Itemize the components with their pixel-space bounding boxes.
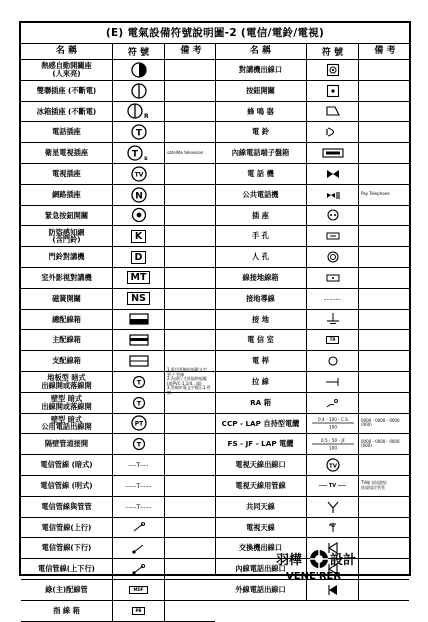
symbol-note [165,206,215,226]
right-column [215,44,409,601]
terminal-board-icon [307,143,359,163]
line-t-dashed-icon: ----T---- [113,476,165,496]
symbol-note [165,60,215,80]
left-row [21,247,215,268]
symbol-note [359,289,409,309]
right-row [215,143,409,164]
symbol-note [359,102,409,122]
left-row [21,102,215,123]
symbol-note [359,372,409,392]
symbol-note [165,310,215,330]
left-row [21,601,215,622]
symbol-name: 電 信 室 [215,330,307,350]
symbol-name: 電視天線用管線 [215,476,307,496]
symbol-name: 防盜感知網 (含門鈴) [21,226,113,246]
box-k-icon: K [113,226,165,246]
symbol-name: 公共電話機 [215,185,307,205]
svg-text:R: R [143,113,149,121]
left-row [21,434,215,455]
symbol-name: RA 箱 [215,393,307,413]
symbol-name: 電 鈴 [215,122,307,142]
buzzer-icon [307,102,359,122]
left-row [21,455,215,476]
header-note: 備 考 [180,46,202,57]
bell-icon [307,122,359,142]
right-row [215,247,409,268]
symbol-name: 插 座 [215,206,307,226]
symbol-note [359,351,409,371]
manhole-icon [307,247,359,267]
circle-tv-line-icon [307,455,359,475]
symbol-note [165,393,215,413]
right-row [215,122,409,143]
cable-label-icon [307,434,359,454]
symbol-name: 按鈕開關 [215,81,307,101]
symbol-note [165,102,215,122]
left-row [21,310,215,331]
box-line-icon [113,351,165,371]
circle-dot-icon [113,206,165,226]
logo-text-left: 羽樺 [276,553,303,568]
right-row [215,206,409,227]
right-row [215,414,409,435]
symbol-note [359,518,409,538]
left-row [21,185,215,206]
header-name: 名 稱 [215,44,307,59]
left-row [21,476,215,497]
symbol-note [165,414,215,434]
symbol-note [165,268,215,288]
symbol-note [359,164,409,184]
right-row [215,434,409,455]
symbol-name: 交換機出線口 [215,538,307,558]
symbol-note: 1.電信管線依規範文字 管子 管線 2.內部尺寸依規格規範 (如PVC-1,1/4...規) 3.管線於電文字標示1-管 開 [167,367,211,396]
left-column [21,44,216,615]
right-row [215,351,409,372]
right-row [215,580,409,601]
symbol-name: 電信管線(上行) [21,518,113,538]
symbol-note [165,185,215,205]
right-row [215,185,409,206]
symbol-note [359,143,409,163]
symbol-note: Pay Telephone [361,191,390,197]
symbol-note [359,81,409,101]
symbol-note [165,559,215,579]
symbol-name: 綠(主)配線管 [21,580,113,600]
symbol-note [165,434,215,454]
symbol-name: 電信管線(下行) [21,538,113,558]
symbol-note [165,247,215,267]
right-row [215,81,409,102]
ra-box-icon [307,393,359,413]
symbol-name: 隔壁管道接開 [21,434,113,454]
symbol-name: 主配線箱 [21,330,113,350]
symbol-note [165,518,215,538]
right-header-row [215,44,409,60]
symbol-note [359,226,409,246]
box-filled-bottom-icon [113,310,165,330]
conduit-up-icon [113,518,165,538]
cable-label-icon [307,414,359,434]
box-half-filled-icon [113,330,165,350]
left-row [21,60,215,81]
line-t-dotted-icon: ----T---- [113,497,165,517]
left-row [21,164,215,185]
symbol-name: 線接地線箱 [215,268,307,288]
symbol-name: 電視天線 [215,518,307,538]
circle-n-icon [113,185,165,205]
symbol-note [359,247,409,267]
symbol-note [165,601,215,621]
public-phone-icon [307,185,359,205]
svg-text:N: N [134,191,143,202]
svg-text:s: s [143,155,148,163]
symbol-name: 人 孔 [215,247,307,267]
left-row [21,143,215,164]
symbol-note [165,497,215,517]
handhole-icon [307,226,359,246]
right-row [215,455,409,476]
right-row [215,372,409,393]
company-logo [272,549,368,583]
symbol-name: 緊急按鈕開關 [21,206,113,226]
symbol-name: 電信管線 (明式) [21,476,113,496]
right-row [215,497,409,518]
symbol-name: 支配線箱 [21,351,113,371]
left-row [21,518,215,539]
left-row [21,414,215,435]
symbol-name: 電話插座 [21,122,113,142]
left-row [21,289,215,310]
left-row [21,206,215,227]
symbol-name: 壁型 暗式 出線開或落線開 [21,393,113,413]
symbol-name: 衛星電視插座 [21,143,113,163]
symbol-note [359,330,409,350]
conduit-updown-icon [113,559,165,579]
square-circle-dot-icon [307,60,359,80]
circle-half-filled-icon [113,60,165,80]
right-row [215,60,409,81]
svg-text:100: 100 [328,445,337,451]
symbol-note [359,310,409,330]
right-row [215,476,409,497]
telephone-bowtie-icon [307,164,359,184]
symbol-name: 電信管線與管管 [21,497,113,517]
symbol-name: 電視天線出線口 [215,455,307,475]
symbol-note [165,580,215,600]
circle-t-small-icon [113,393,165,413]
left-row [21,580,215,601]
right-row [215,393,409,414]
circle-t-small-icon [113,372,165,392]
symbol-name: 指 線 箱 [21,601,113,621]
left-header-row [21,44,215,60]
logo-text-right: 設計 [330,553,357,568]
circle-t-ring-icon [113,434,165,454]
symbol-note [165,455,215,475]
svg-text:TV: TV [328,463,337,470]
symbol-note [359,122,409,142]
small-box-mdf-icon: MDF [113,580,165,600]
svg-text:TV: TV [134,171,143,179]
box-mt-icon: MT [113,268,165,288]
left-row [21,393,215,414]
left-row [21,497,215,518]
symbol-name: 電信管線(上下行) [21,559,113,579]
symbol-note [165,81,215,101]
symbol-note [165,164,215,184]
conduit-down-icon [113,538,165,558]
symbol-name: 內線電話端子盤箱 [215,143,307,163]
circle-tv-icon [113,164,165,184]
ground-icon [307,310,359,330]
symbol-name: 對講機出線口 [215,60,307,80]
tv-antenna-icon [307,518,359,538]
right-row [215,268,409,289]
tr-box-icon: TR [307,330,359,350]
symbol-name: 磁簧開關 [21,289,113,309]
symbol-name: 內線電話出線口 [215,559,307,579]
symbol-name: 電信管線 (暗式) [21,455,113,475]
circle-vertical-line-icon [113,81,165,101]
header-symbol: 符 號 [113,44,165,59]
symbol-name: 手 孔 [215,226,307,246]
symbol-name: 蜂 鳴 器 [215,102,307,122]
symbol-note [359,268,409,288]
svg-text:100: 100 [328,424,337,430]
left-row [21,559,215,580]
right-row [215,289,409,310]
left-row [21,330,215,351]
symbol-note: 0000 - 0000 - 0000 (000) [361,417,400,428]
symbol-name: 壁型 暗式 公用電話出線開 [21,414,113,434]
header-note: 備 考 [374,46,396,57]
symbol-note [359,60,409,80]
circle-t-s-icon [113,143,165,163]
symbol-note: satellite television [167,149,204,155]
left-row [21,268,215,289]
symbol-note [165,538,215,558]
symbol-note [165,476,215,496]
left-row [21,226,215,247]
header-symbol: 符 號 [307,44,359,59]
svg-text:T: T [136,378,141,387]
symbol-note [359,497,409,517]
symbol-note [359,206,409,226]
symbol-note [165,289,215,309]
box-ns-icon: NS [113,289,165,309]
symbol-name: 冰箱插座 (不斷電) [21,102,113,122]
svg-text:T: T [136,399,141,408]
svg-text:T: T [131,149,138,160]
guy-wire-icon [307,372,359,392]
left-row [21,81,215,102]
svg-text:0.5 - 50 - JF: 0.5 - 50 - JF [320,438,345,444]
symbol-name: 電視插座 [21,164,113,184]
symbol-name: 地板型 暗式 出線開或落線開 [21,372,113,392]
svg-text:T: T [136,440,141,449]
symbol-name: 室外影視對講機 [21,268,113,288]
circle-t-icon [113,122,165,142]
symbol-note [165,330,215,350]
symbol-name: FS - JF - LAP 電纜 [215,434,307,454]
symbol-name: 門鈴對講機 [21,247,113,267]
symbol-note [359,455,409,475]
symbol-name: 外線電話出線口 [215,580,307,600]
symbol-name: 接 地 [215,310,307,330]
symbol-note [165,122,215,142]
symbol-name: 共同天線 [215,497,307,517]
svg-text:T: T [135,128,142,139]
symbol-name: CCP - LAP 自持型電纜 [215,414,307,434]
right-row [215,330,409,351]
ground-box-icon [307,268,359,288]
symbol-note [359,393,409,413]
symbol-name: 電 話 機 [215,164,307,184]
pole-circle-icon [307,351,359,371]
right-row [215,310,409,331]
circle-pt-icon [113,414,165,434]
right-row [215,164,409,185]
symbol-name: 總配線箱 [21,310,113,330]
symbol-name: 電 桿 [215,351,307,371]
ground-wire-dashed-icon: ------ [307,289,359,309]
symbol-note [165,226,215,246]
symbol-note: 0000 - 0000 - 0000 (000) [361,438,400,449]
line-tv-icon: ---- TV ---- [307,476,359,496]
small-box-pb-icon: PB [113,601,165,621]
symbol-name: 雙聯插座 (不斷電) [21,81,113,101]
symbol-name: 熱感自動開關座 (人來亮) [21,60,113,80]
square-dot-icon [307,81,359,101]
left-row [21,538,215,559]
right-row [215,518,409,539]
symbol-note: TV線 (依規格) 依規規定管管 [361,480,387,490]
svg-text:0.4 - 100 - C.S: 0.4 - 100 - C.S [317,417,348,423]
line-t-solid-icon: ---T--- [113,455,165,475]
header-name: 名 稱 [21,44,113,59]
symbol-name: 網路插座 [21,185,113,205]
symbol-name: 拉 線 [215,372,307,392]
box-d-icon: D [113,247,165,267]
antenna-icon [307,497,359,517]
sheet-title: (E) 電氣設備符號說明圖-2 (電信/電鈴/電視) [21,23,409,44]
left-row [21,122,215,143]
right-row [215,102,409,123]
svg-text:PT: PT [134,420,143,428]
logo-text-bottom: VENE'RER [286,571,342,582]
circle-vertical-line-r-icon [113,102,165,122]
left-row [21,367,215,396]
symbol-name: 接地導線 [215,289,307,309]
outlet-circle-icon [307,206,359,226]
right-row [215,226,409,247]
